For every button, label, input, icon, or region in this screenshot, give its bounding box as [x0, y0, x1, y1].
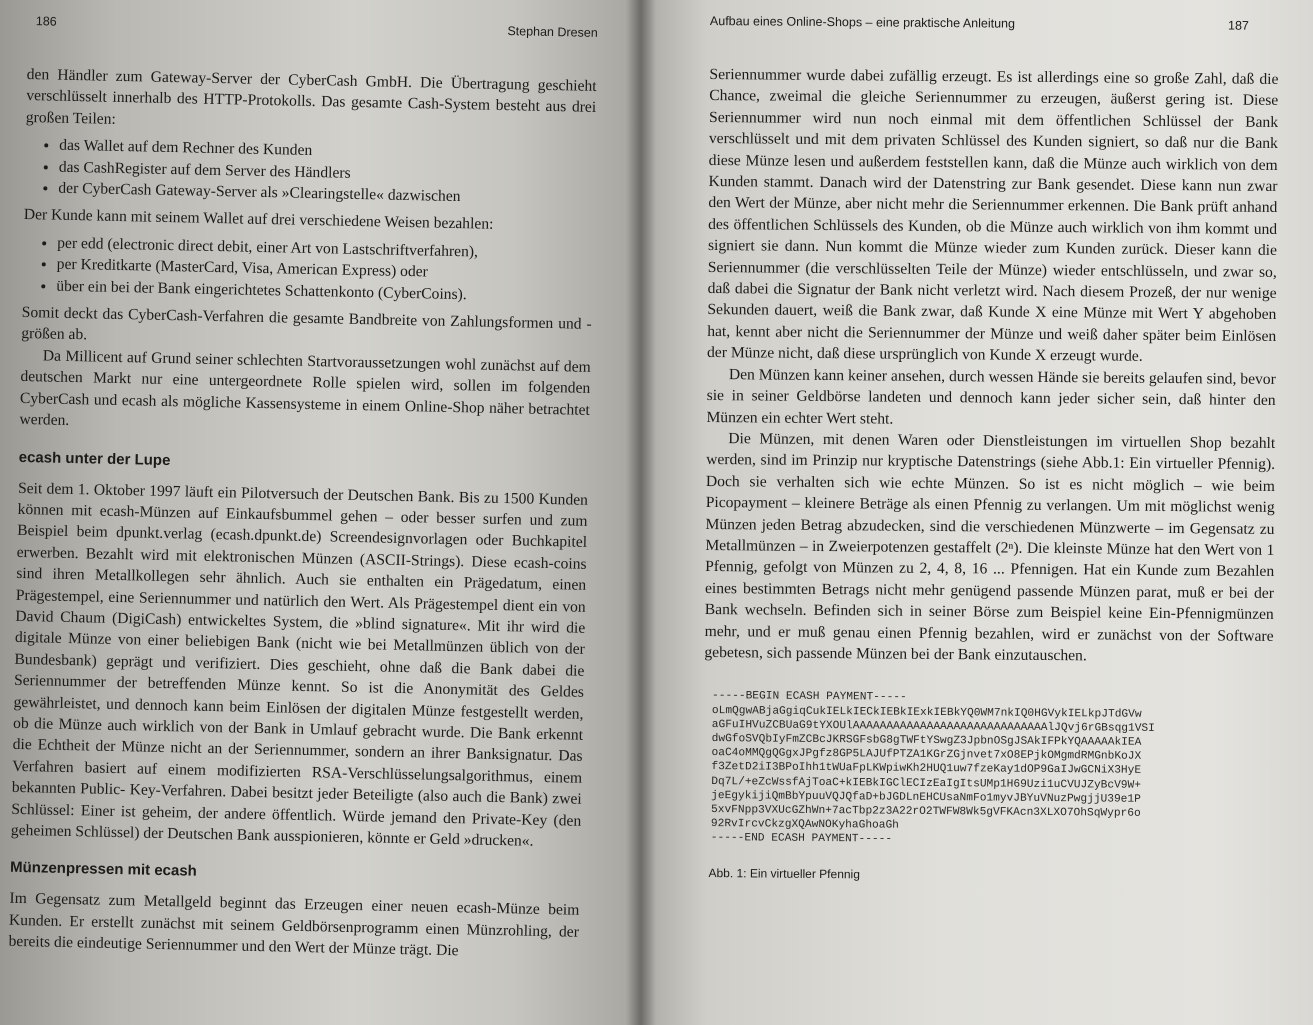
heading-muenzenpressen: Münzenpressen mit ecash [9, 859, 197, 881]
paragraph-somit: Somit deckt das CyberCash-Verfahren die gesamte Bandbreite von Zahlungsformen und -größen ab. [21, 303, 592, 344]
list-item: • über ein bei der Bank eingerichtetes Schattenkonto (CyberCoins). [56, 275, 592, 308]
code-line: aGFuIHVuZCBUaG9tYXOUlAAAAAAAAAAAAAAAAAAAAAAAAAAAAAlJQvj6rGBsqg1VSI [711, 718, 1155, 735]
code-line: 92RvIrcvCkzgXQAwNOKyhaGhoaGh [710, 818, 899, 832]
heading-ecash: ecash unter der Lupe [18, 448, 171, 469]
code-line: oaC4oMMQgQGgxJPgfz8GP5LAJUfPTZA1KGrZGjnvet7xO8EPjkOMgmdRMGnbKoJX [711, 747, 1142, 763]
payment-intro: Der Kunde kann mit seinem Wallet auf drei verschiedene Weisen bezahlen: [23, 206, 494, 234]
paragraph-ecash: Seit dem 1. Oktober 1997 läuft ein Pilotversuch der Deutschen Bank. Bis zu 1500 Kunden können mit ecash-Münzen auf Einkaufsbummel gehen – oder besser surfen und zum Beispiel beim dpunkt.verlag (ecash.dpunkt.de) Screendesignvorlagen oder Buchkapitel erwerben. Bezahlt wird mit elektronischen Münzen (ASCII-Strings). Diese ecash-coins sind ihren Metallkollegen sehr ähnlich. Auch sie enthalten ein Prägedatum, einen Prägestempel, eine Seriennummer und natürlich den Wert. Als Prägestempel dient ein von David Chaum (DigiCash) entwickeltes System, die »blind signature«. Mit ihr wird die digitale Münze von einer beliebigen Bank (nicht wie bei Metallmünzen üblich von der Bundesbank) geprägt und verifiziert. Dies geschieht, ohne daß die Bank dabei die Seriennummer der betreffenden Münze kennt. So ist die Anonymität des Geldes gewährleistet, und dennoch kann beim Einlösen der digitalen Münze festgestellt werden, ob die Münze auch wirklich von der Bank in Umlauf gebracht wurde. Die Bank erkennt die Echtheit der Münze nicht an der Seriennummer, sondern an ihrer Banksignatur. Das Verfahren basiert auf einem modifizierten RSA-Verschlüsselungsalgorithmus, einem bekannten Public- Key-Verfahren. Dabei besitzt jeder Beteiligte (also auch die Bank) zwei Schlüssel: Einer ist geheim, der andere öffentlich. Würde jemand den Private-Key (den geheimen Schlüssel) der Deutschen Bank ausspionieren, könnte er Geld »drucken«. [10, 479, 589, 850]
list-item: • das CashRegister auf dem Server des Händlers [59, 156, 595, 189]
list-item: • der CyberCash Gateway-Server als »Clearingstelle« dazwischen [58, 178, 594, 211]
paragraph-seriennummer: Seriennummer wurde dabei zufällig erzeugt. Es ist allerdings eine so große Zahl, daß die Chance, zweimal die gleiche Seriennummer zu erzeugen, äußerst gering ist. Diese Seriennummer wird nun noch einmal mit dem öffentlichen Schlüssel der Bank verschlüsselt und mit dem privaten Schlüssel des Kunden signiert, so daß nur die Bank diese Münze lesen und außerdem feststellen kann, daß die Münze auch wirklich von dem Kunden stammt. Danach wird der Datenstring zur Bank gesendet. Diese kann nun zwar den Wert der Münze, aber nicht mehr die Seriennummer erkennen. Die Bank prüft anhand des öffentlichen Schlüssels des Kunden, ob die Münze auch wirklich von ihm kommt und signiert sie dann. Nun kommt die Münze wieder zum Kunden zurück. Dieser kann die Seriennummer (die verschlüsselten Teile der Münze) wieder entschlüsseln, und zwar so, daß dabei die Signatur der Bank nicht verletzt wird. Nach diesem Prozeß, der nur wenige Sekunden dauert, weiß die Bank zwar, daß Kunde X eine Münze mit Wert Y abgehoben hat, kennt aber nicht die Seriennummer der Münze und weiß daher später beim Einlösen der Münze nicht, daß diese ursprünglich von Kunde X erzeugt wurde. [706, 65, 1279, 366]
code-line: dwGfoSVQbIyFmZCBcJKRSGFsbG8gTWFtYSwgZ3JpbnOSgJSAkIFPkYQAAAAAkIEA [711, 733, 1142, 749]
right-page [640, 0, 1313, 1025]
right-page-number: 187 [1227, 18, 1249, 33]
paragraph-muenzenpressen: Im Gegensatz zum Metallgeld beginnt das Erzeugen einer neuen ecash-Münze beim Kunden. Er erstellt zunächst mit seinem Geldbörsenprogramm einen Münzrohling, der bereits die eindeutige Seriennummer und den Wert der Münze trägt. Die [8, 890, 580, 960]
right-running-head [710, 14, 1279, 33]
left-page [0, 0, 640, 1025]
paragraph-millicent: Da Millicent auf Grund seiner schlechten Startvoraussetzungen wohl zunächst auf dem deutschen Markt nur eine untergeordnete Rolle spielen wird, sollen im folgenden CyberCash und ecash als mögliche Kassensysteme in einem Online-Shop näher betrachtet werden. [19, 347, 591, 430]
list-item: • das Wallet auf dem Rechner des Kunden [59, 135, 595, 168]
payment-methods-list [22, 232, 593, 308]
right-page-content [702, 14, 1279, 885]
left-running-head [28, 14, 598, 40]
left-running-title: Stephan Dresen [507, 24, 598, 40]
code-line: f3ZetD2iI3BPoIhh1tWUaFpLKWpiwKh2HUQ1uw7fzeKay1dOP9GaIJwGCNiX3HyE [711, 761, 1142, 778]
paragraph-haende: Den Münzen kann keiner ansehen, durch wessen Hände sie bereits gelaufen sind, bevor sie in seiner Geldbörse landeten und dennoch kann jeder sicher sein, daß hinter den Münzen ein echter Wert steht. [706, 365, 1276, 428]
figure-caption: Abb. 1: Ein virtueller Pfennig [708, 865, 860, 881]
code-line: -----BEGIN ECASH PAYMENT----- [711, 690, 907, 705]
paragraph-muenzen: Die Münzen, mit denen Waren oder Dienstleistungen im virtuellen Shop bezahlt werden, sind im Prinzip nur kryptische Datenstrings (siehe Abb.1: Ein virtueller Pfennig). Doch sie verhalten sich wie echte Münzen. So ist es nicht möglich – wie beim Picopayment – kleinere Beträge als einen Pfennig zu verlangen. Um mit möglichst wenig Münzen jeden Betrag abzudecken, sind die verschiedenen Münzwerte – im Gegensatz zu Metallmünzen – in Zweierpotenzen gestaffelt (2ⁿ). Die kleinste Münze hat den Wert von 1 Pfennig, gefolgt von Münzen zu 2, 4, 8, 16 ... Pfennigen. Hat ein Kunde zum Bezahlen eines bestimmten Betrags nicht mehr genügend passende Münzen parat, muß er bei der Bank wechseln. Befinden sich in seiner Börse zum Beispiel keine Ein-Pfennigmünzen mehr, und er muß genau einen Pfennig bezahlen, wird er zunächst von der Software gebetesn, sich passende Münzen bei der Bank einzutauschen. [704, 430, 1276, 665]
left-page-number: 186 [35, 14, 57, 29]
code-line: oLmQgwABjaGgiqCukIELkIECkIEBkIExkIEBkYQ0WM7nkIQ0HGVykIELkpJTdGVw [711, 704, 1142, 721]
list-item: • per edd (electronic direct debit, einer Art von Lastschriftverfahren), [57, 233, 593, 266]
intro-paragraph: den Händler zum Gateway-Server der CyberCash GmbH. Die Übertragung geschieht verschlüsselt innerhalb des HTTP-Protokolls. Das gesamte Cash-System besteht aus drei großen Teilen: [25, 65, 597, 128]
code-line: Dq7L/+eZcWssfAjToaC+kIEBkIGClECIzEaIgItsUMp1H69Uzi1uCVUJZyBcV9W+ [711, 775, 1142, 792]
code-line: -----END ECASH PAYMENT----- [710, 832, 893, 847]
code-line: jeEgykijiQmBbYpuuVQJQfaD+bJGDLnEHCUsaNmFo1myvJBYuVNuzPwgjjU39e1P [711, 789, 1141, 806]
ecash-payment-code [711, 689, 1273, 850]
list-item: • per Kreditkarte (MasterCard, Visa, American Express) oder [57, 254, 593, 287]
code-line: 5xvFNpp3VXUcGZhWn+7acTbp2z3A22rO2TWFW8Wk5gVFKAcn3XLXO7OhSqWypr6o [711, 804, 1141, 820]
right-running-title: Aufbau eines Online-Shops – eine praktische Anleitung [709, 14, 1016, 31]
system-parts-list [24, 134, 595, 210]
left-page-content [8, 14, 598, 964]
